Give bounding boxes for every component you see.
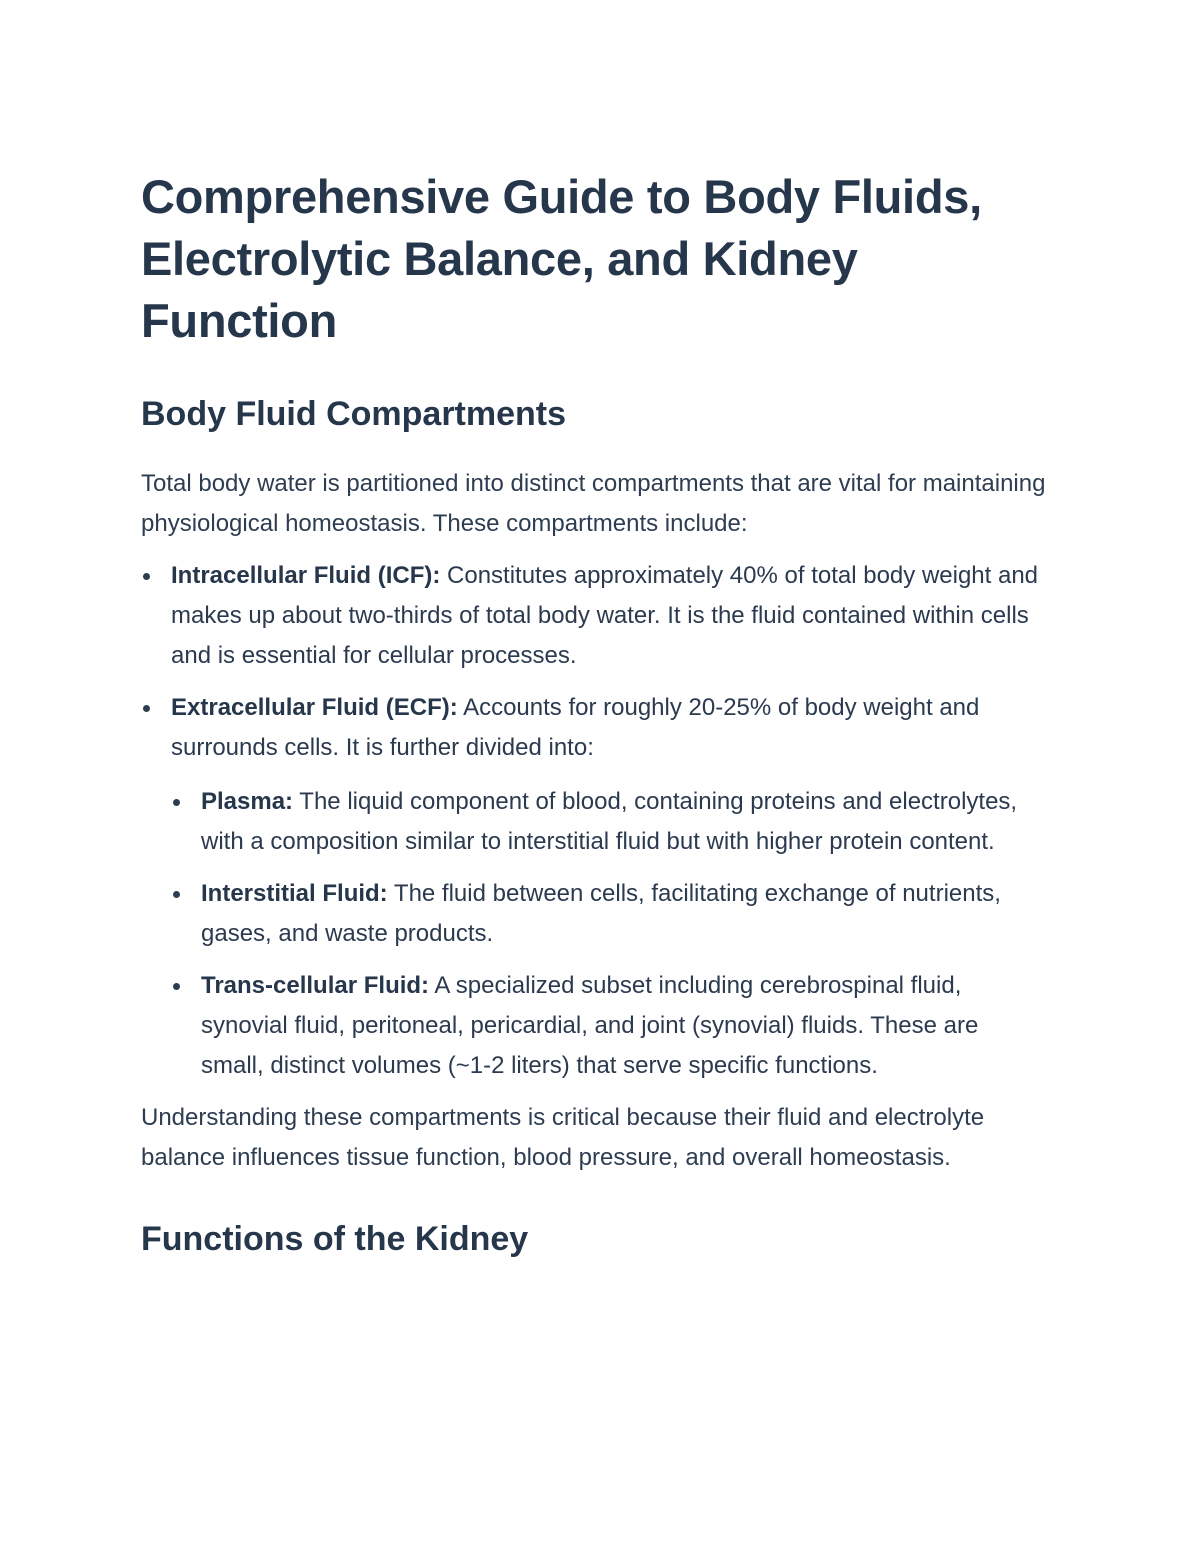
sublist-item-term: Trans-cellular Fluid: — [201, 972, 430, 999]
bullet-icon — [173, 983, 180, 990]
list-item-icf — [141, 556, 1051, 676]
section-heading-functions-of-the-kidney: Functions of the Kidney — [141, 1220, 529, 1258]
compartment-list — [141, 556, 1060, 1086]
list-item-term: Extracellular Fluid (ECF): — [171, 694, 458, 721]
ecf-sublist — [171, 782, 1051, 1086]
sublist-item-plasma — [171, 782, 1021, 862]
list-item-text: Accounts for roughly 20-25% of body weight and surrounds cells. It is further divided into: — [171, 694, 980, 761]
section-heading-body-fluid-compartments: Body Fluid Compartments — [141, 395, 567, 433]
section-intro-paragraph: Total body water is partitioned into distinct compartments that are vital for maintaining physiological homeostasis. These compartments include: — [141, 470, 1046, 537]
sublist-item-text: A specialized subset including cerebrospinal fluid, synovial fluid, peritoneal, pericardial, and joint (synovial) fluids. These are small, distinct volumes (~1-2 liters) that serve specific functions. — [201, 972, 979, 1079]
sublist-item-text: The liquid component of blood, containing proteins and electrolytes, with a composition similar to interstitial fluid but with higher protein content. — [201, 788, 1018, 855]
list-item-text: Constitutes approximately 40% of total body weight and makes up about two-thirds of total body water. It is the fluid contained within cells and is essential for cellular processes. — [171, 562, 1039, 669]
bullet-icon — [143, 573, 150, 580]
document-title: Comprehensive Guide to Body Fluids, Electrolytic Balance, and Kidney Function — [141, 170, 982, 347]
sublist-item-term: Interstitial Fluid: — [201, 880, 388, 907]
sublist-item-trans-cellular-fluid — [171, 966, 1021, 1086]
bullet-icon — [173, 799, 180, 806]
bullet-icon — [143, 705, 150, 712]
sublist-item-interstitial-fluid — [171, 874, 1021, 954]
sublist-item-text: The fluid between cells, facilitating exchange of nutrients, gases, and waste products. — [201, 880, 1001, 947]
list-item-ecf — [141, 688, 1051, 1086]
bullet-icon — [173, 891, 180, 898]
section-conclusion-paragraph: Understanding these compartments is critical because their fluid and electrolyte balance influences tissue function, blood pressure, and overall homeostasis. — [141, 1104, 985, 1171]
list-item-term: Intracellular Fluid (ICF): — [171, 562, 441, 589]
sublist-item-term: Plasma: — [201, 788, 294, 815]
